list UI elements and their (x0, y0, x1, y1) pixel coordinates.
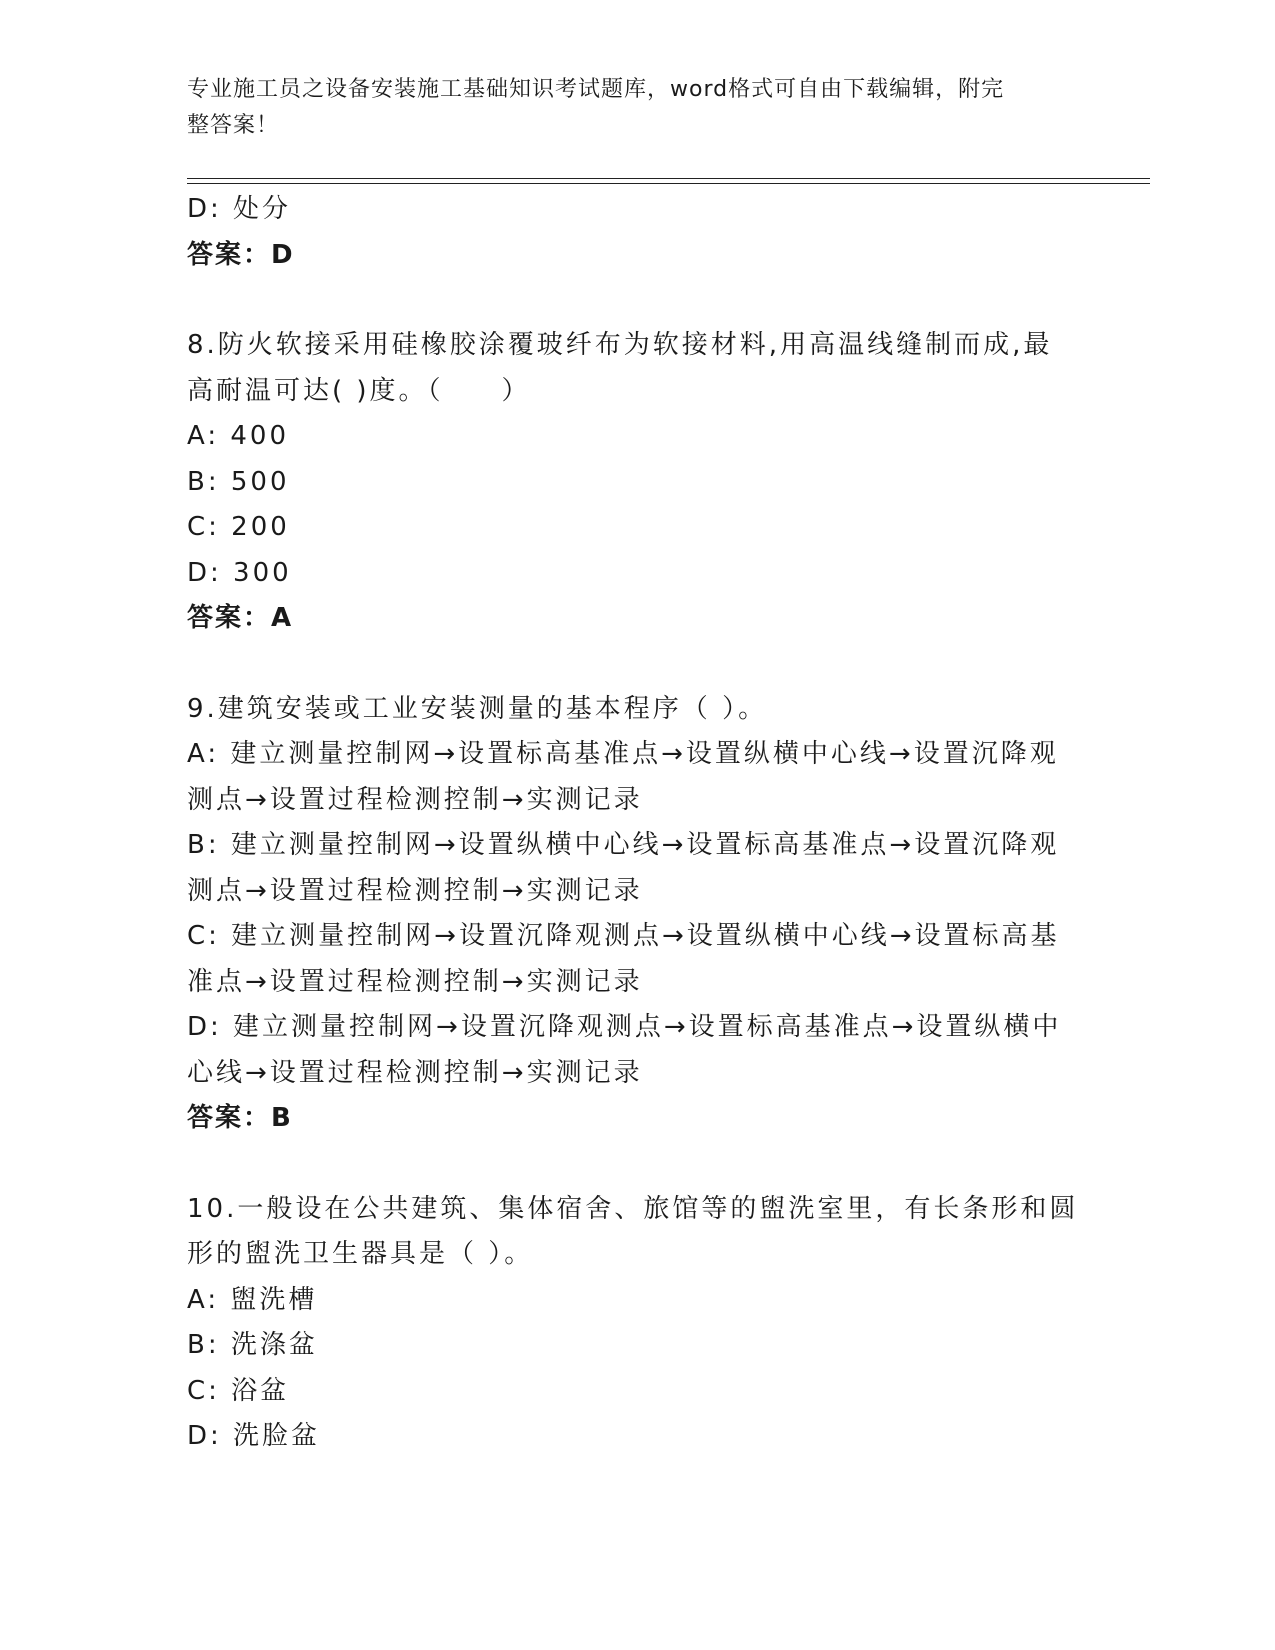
question-8 (187, 323, 1087, 642)
option-a-continued: 测点→设置过程检测控制→实测记录 (187, 784, 643, 815)
document-body (187, 187, 1087, 1460)
question-stem: 10.一般设在公共建筑、集体宿舍、旅馆等的盥洗室里，有长条形和圆 (187, 1193, 1079, 1224)
answer: 答案：B (187, 1103, 293, 1133)
question-9 (187, 687, 1087, 1142)
question-stem: 9.建筑安装或工业安装测量的基本程序（ ）。 (187, 693, 768, 724)
option-a: A: 盥洗槽 (187, 1284, 318, 1315)
spacer (187, 642, 1087, 687)
page-header (187, 72, 1067, 144)
option-b-continued: 测点→设置过程检测控制→实测记录 (187, 875, 643, 906)
option-c: C: 浴盆 (187, 1375, 290, 1406)
answer: 答案：A (187, 603, 294, 633)
option-a: A: 400 (187, 421, 289, 451)
option-a: A: 建立测量控制网→设置标高基准点→设置纵横中心线→设置沉降观 (187, 739, 1059, 769)
header-rule-bottom (187, 183, 1150, 184)
option-d: D: 洗脸盆 (187, 1421, 321, 1451)
option-b: B: 洗涤盆 (187, 1330, 318, 1360)
header-title-line-2: 整答案！ (187, 113, 280, 138)
option-c: C: 建立测量控制网→设置沉降观测点→设置纵横中心线→设置标高基 (187, 921, 1060, 951)
header-rule-top (187, 178, 1150, 179)
option-c: C: 200 (187, 512, 290, 542)
header-title-line-1: 专业施工员之设备安装施工基础知识考试题库，word格式可自由下载编辑，附完 (187, 77, 1005, 102)
question-stem: 8.防火软接采用硅橡胶涂覆玻纤布为软接材料,用高温线缝制而成,最 (187, 330, 1053, 360)
option-c-continued: 准点→设置过程检测控制→实测记录 (187, 966, 643, 997)
option-d: D: 建立测量控制网→设置沉降观测点→设置标高基准点→设置纵横中 (187, 1012, 1062, 1042)
prev-question (187, 187, 1087, 278)
question-stem-continued: 高耐温可达( )度。（ ） (187, 375, 531, 406)
answer: 答案：D (187, 239, 295, 270)
option-b: B: 建立测量控制网→设置纵横中心线→设置标高基准点→设置沉降观 (187, 830, 1060, 860)
option-d: D: 处分 (187, 194, 292, 224)
option-b: B: 500 (187, 466, 290, 497)
option-d-continued: 心线→设置过程检测控制→实测记录 (187, 1057, 643, 1088)
option-d: D: 300 (187, 557, 292, 588)
spacer (187, 278, 1087, 323)
question-stem-continued: 形的盥洗卫生器具是（ ）。 (187, 1239, 534, 1269)
spacer (187, 1142, 1087, 1187)
question-10 (187, 1187, 1087, 1460)
